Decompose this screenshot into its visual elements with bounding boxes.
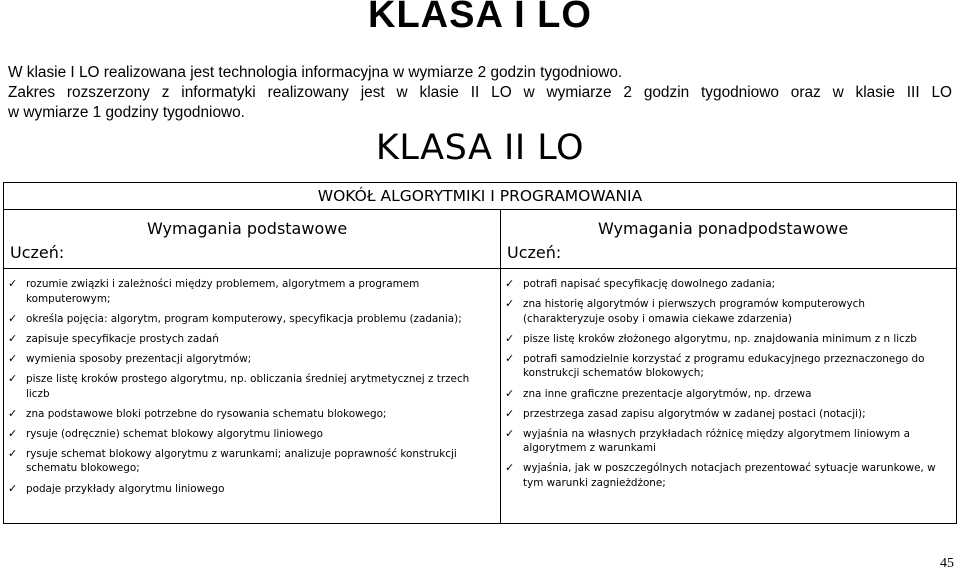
checkmark-icon: ✓ (8, 351, 18, 365)
list-item-text: podaje przykłady algorytmu liniowego (26, 482, 225, 495)
list-item-text: potrafi napisać specyfikację dowolnego zadania; (523, 278, 776, 290)
list-item-text: wymienia sposoby prezentacji algorytmów; (26, 352, 252, 365)
advanced-student-label: Uczeń: (507, 243, 562, 262)
page-title: KLASA I LO (368, 0, 592, 36)
list-item (4, 372, 492, 401)
list-item-text: zna inne graficzne prezentacje algorytmów, np. drzewa (523, 387, 812, 400)
list-item-text: rozumie związki i zależności między problemem, algorytmem a programem komputerowym; (26, 278, 420, 305)
checkmark-icon: ✓ (8, 277, 18, 290)
checkmark-icon: ✓ (505, 351, 515, 365)
list-item (501, 427, 948, 456)
checkmark-icon: ✓ (505, 461, 515, 475)
checkmark-icon: ✓ (505, 406, 515, 420)
list-item-text: wyjaśnia na własnych przykładach różnicę między algorytmem liniowym a algorytmem z warunkami (523, 427, 910, 455)
checkmark-icon: ✓ (8, 406, 18, 420)
basic-requirements-cell (4, 269, 501, 524)
checkmark-icon: ✓ (505, 277, 515, 290)
checkmark-icon: ✓ (8, 371, 18, 385)
list-item (501, 332, 948, 347)
checkmark-icon: ✓ (8, 446, 18, 460)
list-item-text: zna podstawowe bloki potrzebne do rysowania schematu blokowego; (26, 407, 387, 420)
advanced-requirements-header (501, 210, 957, 269)
list-item-text: wyjaśnia, jak w poszczególnych notacjach prezentować sytuacje warunkowe, w tym warunki zagnieżdżone; (523, 462, 936, 490)
page-number: 45 (940, 556, 954, 571)
checkmark-icon: ✓ (8, 481, 18, 495)
list-item (4, 427, 492, 442)
list-item-text: rysuje (odręcznie) schemat blokowy algorytmu liniowego (26, 427, 323, 440)
list-item-text: pisze listę kroków prostego algorytmu, np. obliczania średniej arytmetycznej z trzech liczb (26, 372, 470, 400)
list-item (4, 482, 492, 497)
list-item-text: zna historię algorytmów i pierwszych programów komputerowych (charakteryzuje osoby i omawia ciekawe zdarzenia) (523, 298, 865, 325)
subject-header: WOKÓŁ ALGORYTMIKI I PROGRAMOWANIA (4, 183, 957, 210)
checkmark-icon: ✓ (8, 426, 18, 440)
basic-student-label: Uczeń: (10, 243, 65, 262)
checkmark-icon: ✓ (8, 311, 18, 325)
list-item-text: rysuje schemat blokowy algorytmu z warunkami; analizuje poprawność konstrukcji schematu blokowego; (26, 447, 457, 475)
checkmark-icon: ✓ (8, 331, 18, 345)
checkmark-icon: ✓ (505, 297, 515, 311)
checkmark-icon: ✓ (505, 386, 515, 400)
basic-requirements-heading: Wymagania podstawowe (147, 219, 348, 238)
list-item-text: określa pojęcia: algorytm, program komputerowy, specyfikacja problemu (zadania); (26, 312, 462, 325)
list-item (4, 447, 492, 476)
list-item-text: przestrzega zasad zapisu algorytmów w zadanej postaci (notacji); (523, 407, 866, 420)
list-item (4, 277, 492, 306)
intro-paragraph-line-2: Zakres rozszerzony z informatyki realizowany jest w klasie II LO w wymiarze 2 godzin tygodniowo oraz w klasie III LO (8, 84, 952, 101)
list-item (4, 332, 492, 347)
list-item (501, 461, 948, 490)
requirements-table (3, 182, 957, 524)
list-item (501, 352, 948, 381)
list-item (501, 277, 948, 292)
list-item-text: zapisuje specyfikacje prostych zadań (26, 332, 219, 345)
list-item-text: pisze listę kroków złożonego algorytmu, np. znajdowania minimum z n liczb (523, 332, 917, 345)
list-item (4, 352, 492, 367)
list-item (501, 297, 948, 326)
list-item (501, 387, 948, 402)
advanced-requirements-cell (501, 269, 957, 524)
advanced-requirements-list (501, 269, 956, 504)
list-item-text: potrafi samodzielnie korzystać z programu edukacyjnego przeznaczonego do konstrukcji schematów blokowych; (523, 352, 925, 380)
advanced-requirements-heading: Wymagania ponadpodstawowe (598, 219, 849, 238)
checkmark-icon: ✓ (505, 331, 515, 345)
checkmark-icon: ✓ (505, 426, 515, 440)
intro-paragraph-line-3: w wymiarze 1 godziny tygodniowo. (8, 104, 245, 121)
section-title: KLASA II LO (375, 128, 585, 168)
list-item (4, 312, 492, 327)
basic-requirements-header (4, 210, 501, 269)
list-item (501, 407, 948, 422)
intro-paragraph-line-1: W klasie I LO realizowana jest technologia informacyjna w wymiarze 2 godzin tygodniowo. (8, 64, 623, 81)
basic-requirements-list (4, 269, 500, 510)
list-item (4, 407, 492, 422)
